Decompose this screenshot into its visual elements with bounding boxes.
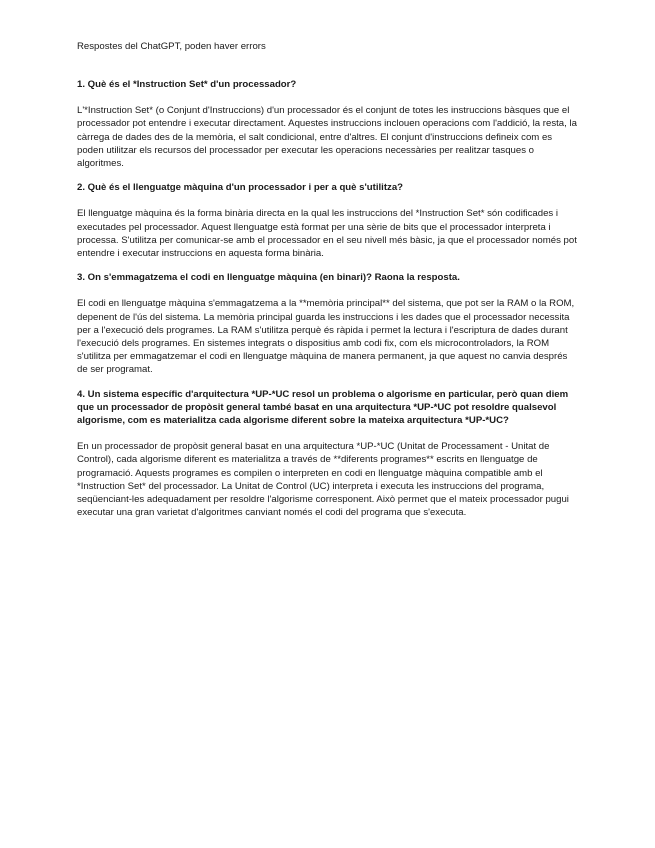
answer-3-text: El codi en llenguatge màquina s'emmagatzema a la **memòria principal** del sistema, que pot ser la RAM o la ROM, depenent de l'ús del sistema. La memòria principal guarda les instruccions i les dades que el processador necessita per a l'execució dels programes. La RAM s'utilitza perquè és ràpida i permet la lectura i l'escriptura de dades durant l'execució dels programes. En sistemes integrats o dispositius amb codi fix, com els microcontroladors, la ROM s'utilitza per emmagatzemar el codi en llenguatge màquina de manera permanent, ja que aquest no canvia després de ser programat. xyxy=(77,298,575,376)
document-body xyxy=(77,40,577,530)
answer-4-text: En un processador de propòsit general basat en una arquitectura *UP-*UC (Unitat de Processament - Unitat de Control), cada algorisme diferent es materialitza a través de **diferents programes** escrits en llenguatge de programació. Aquests programes es compilen o interpreten en codi en llenguatge màquina compatible amb el *Instruction Set* del processador. La Unitat de Control (UC) interpreta i executa les instruccions del programa, seqüenciant-les adequadament per resoldre l'algorisme corresponent. Això permet que el mateix processador pugui executar una gran varietat d'algoritmes canviant només el codi del programa que s'executa. xyxy=(77,441,569,519)
disclaimer-note: Respostes del ChatGPT, poden haver errors xyxy=(77,41,266,52)
question-1-heading: 1. Què és el *Instruction Set* d'un processador? xyxy=(77,79,297,90)
answer-2-text: El llenguatge màquina és la forma binària directa en la qual les instruccions del *Instruction Set* són codificades i executades pel processador. Aquest llenguatge està format per una sèrie de bits que el processador interpreta i processa. S'utilitza per comunicar-se amb el processador en el seu nivell més bàsic, ja que el processador només pot entendre i executar instruccions en aquesta forma binària. xyxy=(77,208,577,260)
question-4-heading: 4. Un sistema específic d'arquitectura *UP-*UC resol un problema o algorisme en particular, però quan diem que un processador de propòsit general també basat en una arquitectura *UP-*UC pot resoldre qualsevol algorisme, com es materialitza cada algorisme diferent sobre la mateixa arquitectura *UP-*UC? xyxy=(77,388,569,427)
section-2 xyxy=(77,181,577,260)
section-1 xyxy=(77,78,577,170)
answer-1-text: L'*Instruction Set* (o Conjunt d'Instruccions) d'un processador és el conjunt de totes les instruccions bàsques que el processador pot entendre i executar directament. Aquestes instruccions inclouen operacions com l'addició, la resta, la càrrega de dades des de la memòria, el salt condicional, entre d'altres. El conjunt d'instruccions defineix com es poden utilitzar els recursos del processador per executar les operacions necessàries per realitzar tasques o algoritmes. xyxy=(77,105,577,170)
question-3-heading: 3. On s'emmagatzema el codi en llenguatge màquina (en binari)? Raona la resposta. xyxy=(77,272,460,284)
section-4 xyxy=(77,388,577,520)
section-3 xyxy=(77,271,577,376)
question-2-heading: 2. Què és el llenguatge màquina d'un processador i per a què s'utilitza? xyxy=(77,182,404,194)
